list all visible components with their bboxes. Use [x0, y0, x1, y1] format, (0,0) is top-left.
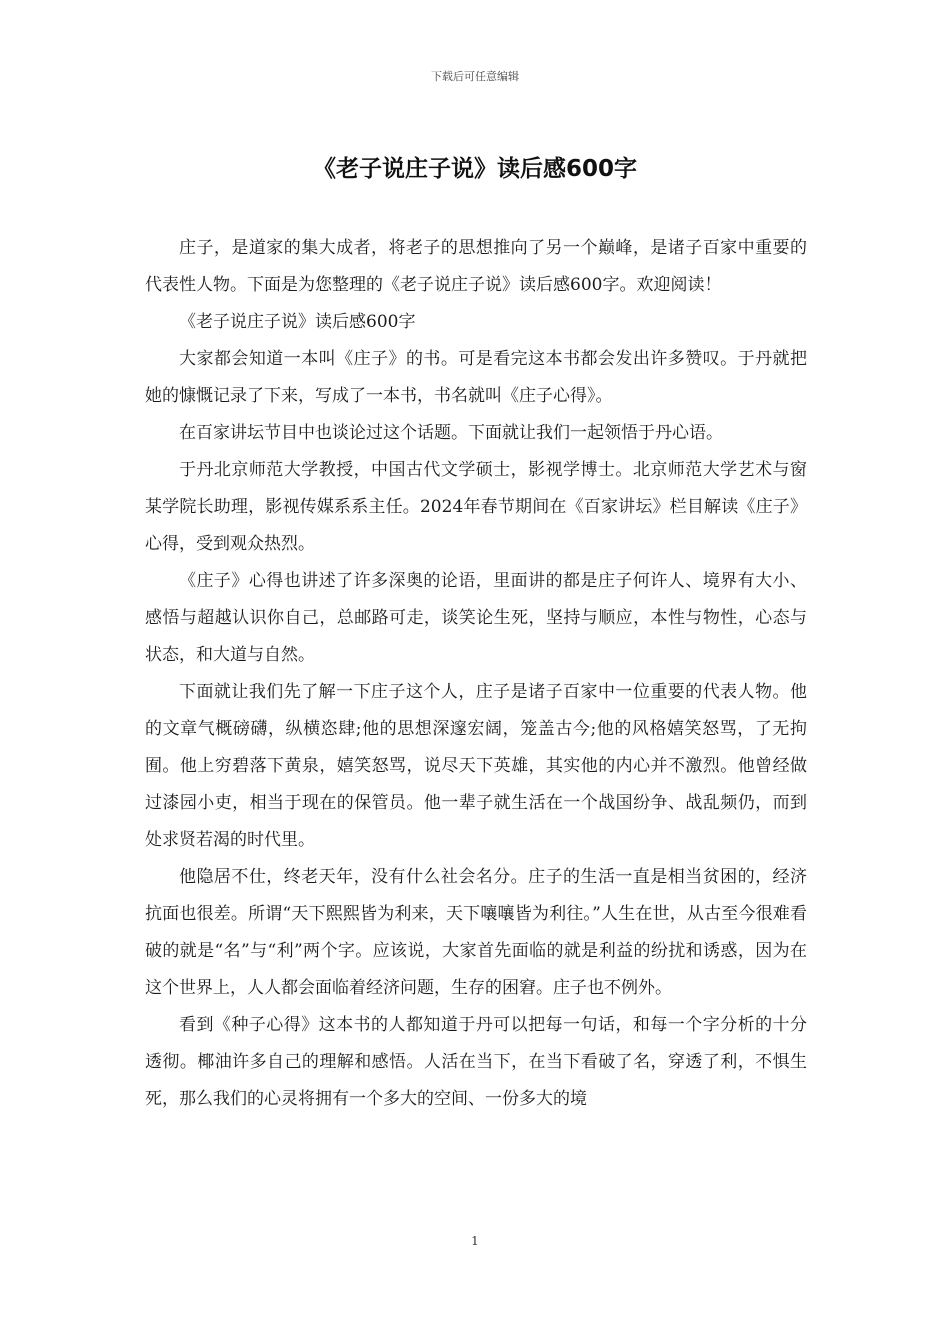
paragraph: 《庄子》心得也讲述了许多深奥的论语，里面讲的都是庄子何许人、境界有大小、感悟与超越认识你自己，总邮路可走，谈笑论生死，坚持与顺应，本性与物性，心态与状态，和大道与自然。 — [145, 571, 807, 665]
paragraph: 下面就让我们先了解一下庄子这个人，庄子是诸子百家中一位重要的代表人物。他的文章气概磅礴，纵横恣肆;他的思想深邃宏阔，笼盖古今;他的风格嬉笑怒骂，了无拘囿。他上穷碧落下黄泉，嬉笑怒骂，说尽天下英雄，其实他的内心并不激烈。他曾经做过漆园小吏，相当于现在的保管员。他一辈子就生活在一个战国纷争、战乱频仍，而到处求贤若渴的时代里。 — [145, 682, 807, 850]
page-number: 1 — [471, 1234, 479, 1248]
paragraph: 大家都会知道一本叫《庄子》的书。可是看完这本书都会发出许多赞叹。于丹就把她的慷慨记录了下来，写成了一本书，书名就叫《庄子心得》。 — [145, 349, 807, 406]
document-title: 《老子说庄子说》读后感600字 — [312, 156, 637, 182]
document-body — [145, 230, 807, 1118]
paragraph: 在百家讲坛节目中也谈论过这个话题。下面就让我们一起领悟于丹心语。 — [179, 423, 723, 443]
paragraph-subtitle: 《老子说庄子说》读后感600字 — [179, 312, 416, 332]
paragraph-intro: 庄子，是道家的集大成者，将老子的思想推向了另一个巅峰，是诸子百家中重要的代表性人物。下面是为您整理的《老子说庄子说》读后感600字。欢迎阅读！ — [145, 238, 807, 295]
paragraph: 他隐居不仕，终老天年，没有什么社会名分。庄子的生活一直是相当贫困的，经济抗面也很差。所谓“天下熙熙皆为利来，天下嚷嚷皆为利往。”人生在世，从古至今很难看破的就是“名”与“利”两个字。应该说，大家首先面临的就是利益的纷扰和诱惑，因为在这个世界上，人人都会面临着经济问题，生存的困窘。庄子也不例外。 — [145, 867, 807, 998]
paragraph: 于丹北京师范大学教授，中国古代文学硕士，影视学博士。北京师范大学艺术与窗某学院长助理，影视传媒系系主任。2024年春节期间在《百家讲坛》栏目解读《庄子》心得，受到观众热烈。 — [145, 460, 807, 554]
paragraph: 看到《种子心得》这本书的人都知道于丹可以把每一句话，和每一个字分析的十分透彻。椰油许多自己的理解和感悟。人活在当下，在当下看破了名，穿透了利，不惧生死，那么我们的心灵将拥有一个多大的空间、一份多大的境 — [145, 1015, 807, 1109]
header-note: 下载后可任意编辑 — [431, 70, 519, 83]
